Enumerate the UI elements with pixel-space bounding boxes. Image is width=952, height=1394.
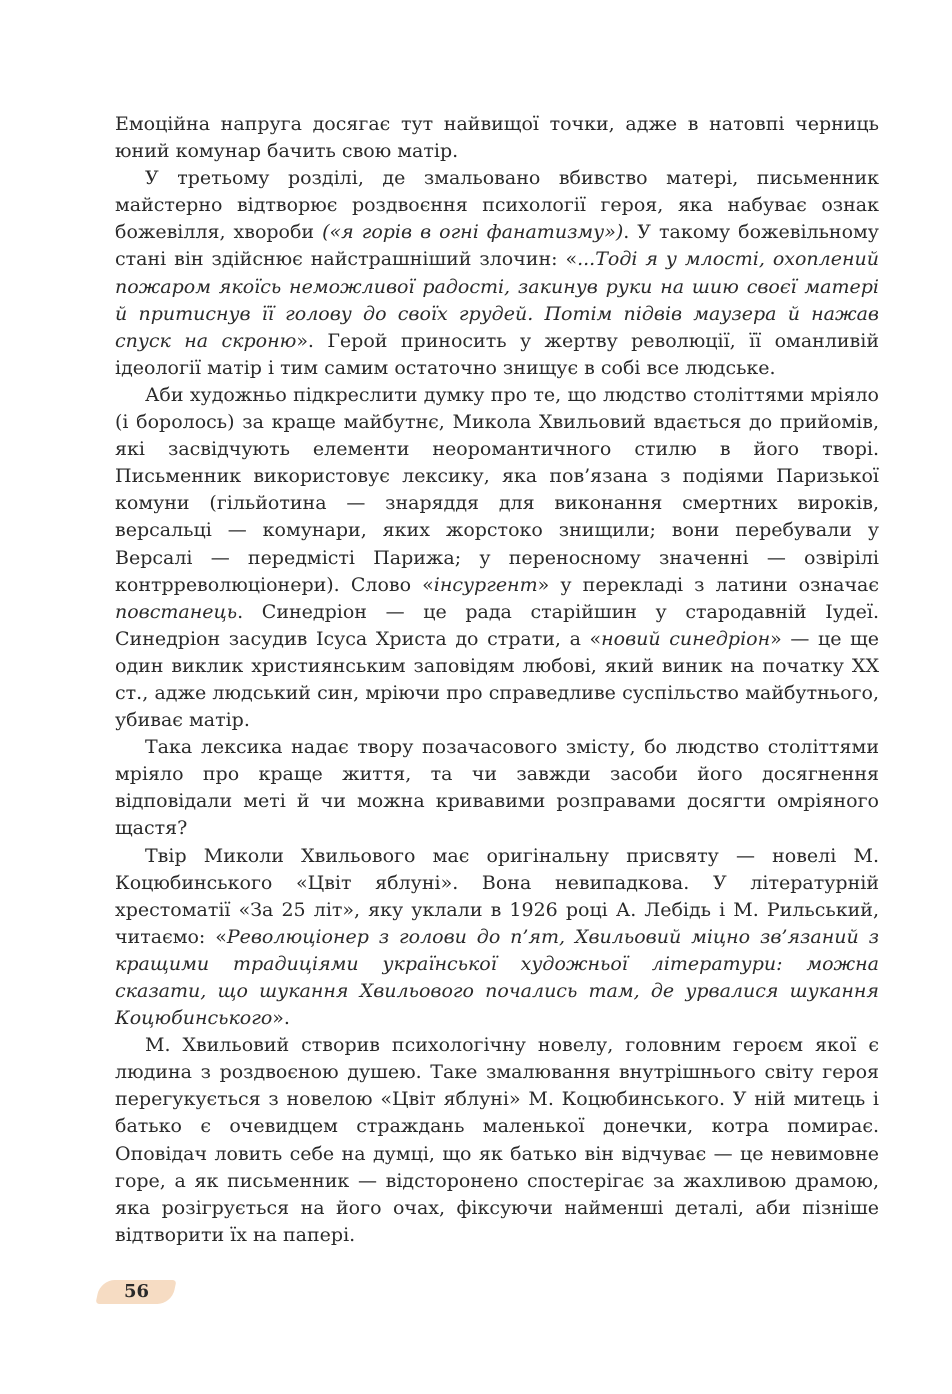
paragraph-2 (115, 165, 879, 382)
paragraph-3-text: Аби художньо підкреслити думку про те, що людство століттями мріяло (і боролось) за краще майбутнє, Микола Хвильовий вдається до прийомів, які засвідчують елементи неоромантичного стилю в його творі. Письменник використовує лексику, яка пов’язана з подіями Паризької комуни (гільйотина — знаряддя для виконання смертних вироків, версальці — комунари, яких жорстоко знищили; вони перебували у Версалі — передмісті Парижа; у переносному значенні — озвірілі контрреволюціонери). Слово « (115, 383, 879, 596)
paragraph-3-text: » — це ще один виклик християнським заповідям любові, який виник на початку XX ст., адже людський син, мріючи про справедливе суспільство майбутнього, убиває матір. (115, 627, 879, 732)
paragraph-2-quote-fanaticism: («я горів в огні фанатизму») (322, 221, 624, 244)
paragraph-2-text: . У такому божевільному стані він здійснює найстрашніший злочин: « (115, 221, 879, 271)
paragraph-4 (115, 734, 879, 842)
term-new-sanhedrin: новий синедріон (601, 627, 771, 650)
paragraph-5-text: ». (272, 1007, 290, 1030)
paragraph-3-text: . Синедріон — це рада старійшин у стародавній Іудеї. Синедріон засудив Ісуса Христа до страти, а « (115, 600, 879, 650)
paragraph-1-text: Емоційна напруга досягає тут найвищої точки, адже в натовпі черниць юний комунар бачить свою матір. (115, 113, 879, 163)
term-insurgent: інсургент (433, 573, 538, 596)
paragraph-6 (115, 1032, 879, 1249)
paragraph-3-text: » у перекладі з латини означає (537, 573, 879, 596)
paragraph-2-quote-crime: ...Тоді я у млості, охоплений пожаром якоїсь неможливої радості, закинув руки на шию своєї матері й притиснув її голову до своїх грудей. Потім підвів маузера й нажав спуск на скроню (115, 248, 879, 352)
paragraph-1 (115, 111, 879, 165)
paragraph-3 (115, 382, 879, 734)
term-rebel: повстанець (115, 600, 238, 623)
paragraph-2-text: ». Герой приносить у жертву революції, її оманливій ідеології матір і тим самим остаточно знищує в собі все людське. (115, 329, 879, 379)
paragraph-4-text: Така лексика надає твору позачасового змісту, бо людство століттями мріяло про краще життя, та чи завжди засоби його досягнення відповідали меті й чи можна кривавими розправами досягти омріяного щастя? (115, 736, 879, 840)
page-body (115, 111, 879, 1249)
page-number: 56 (124, 1281, 150, 1302)
paragraph-5-text: Твір Миколи Хвильового має оригінальну присвяту — новелі М. Коцюбинського «Цвіт яблуні». Вона невипадкова. У літературній хрестоматії «За 25 літ», яку уклали в 1926 році А. Лебідь і М. Рильський, читаємо: « (115, 844, 879, 948)
paragraph-2-text: У третьому розділі, де змальовано вбивство матері, письменник майстерно відтворює роздвоєння психології героя, яка набуває ознак божевілля, хвороби (115, 167, 879, 244)
page-number-badge (98, 1278, 174, 1306)
paragraph-5-quote-anthology: Революціонер з голови до п’ят, Хвильовий міцно зв’язаний з кращими традиціями української художньої літератури: можна сказати, що шукання Хвильового почались там, де урвалися шукання Коцюбинського (115, 925, 879, 1030)
paragraph-6-text: М. Хвильовий створив психологічну новелу, головним героєм якої є людина з роздвоєною душею. Таке змалювання внутрішнього світу героя перегукується з новелою «Цвіт яблуні» М. Коцюбинського. У ній митець і батько є очевидцем страждань маленької донечки, котра помирає. Оповідач ловить себе на думці, що як батько він відчуває — це невимовне горе, а як письменник — відсторонено спостерігає за жахливою драмою, яка розігрується на його очах, фіксуючи найменші деталі, аби пізніше відтворити їх на папері. (115, 1034, 879, 1246)
paragraph-5 (115, 843, 879, 1033)
